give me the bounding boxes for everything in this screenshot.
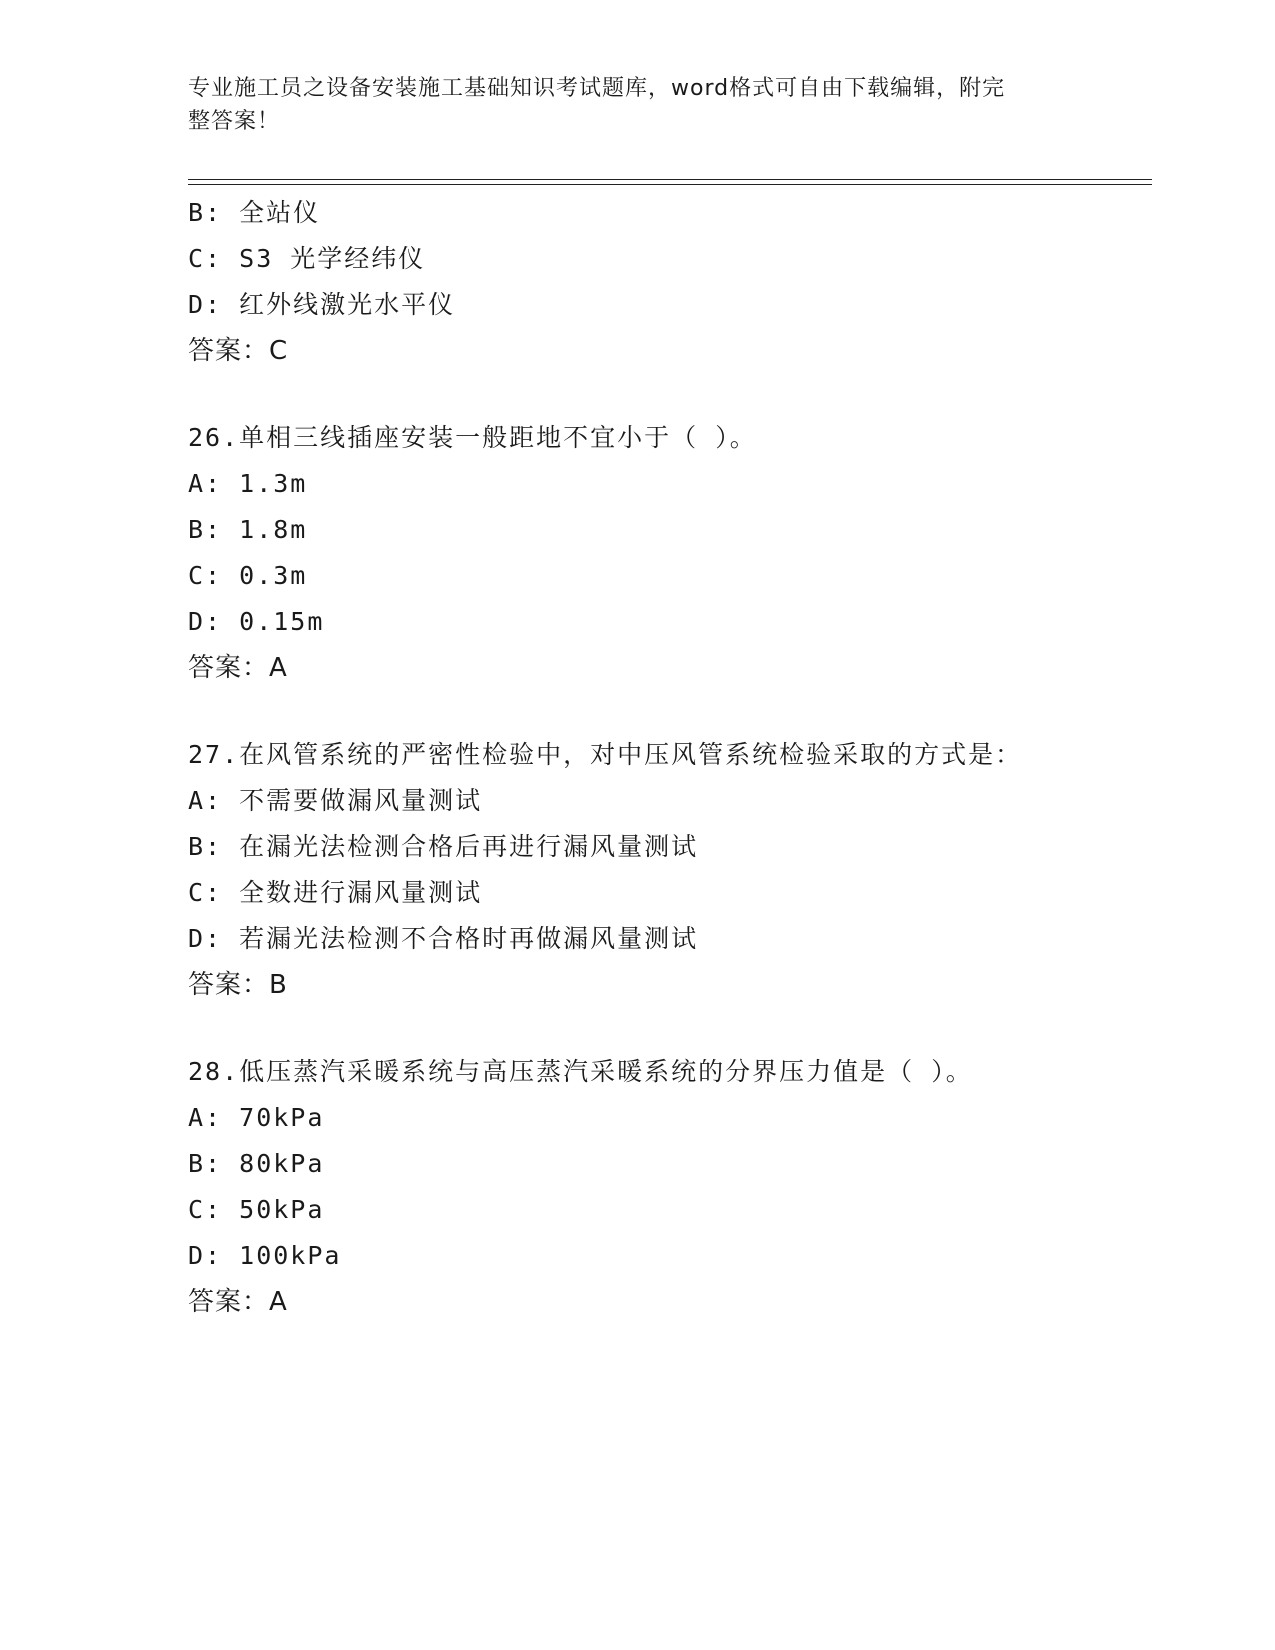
question-text: 26.单相三线插座安装一般距地不宜小于（ ）。	[188, 423, 757, 452]
header-divider-bottom	[188, 184, 1152, 185]
question-list	[188, 190, 1152, 1325]
option-d: D: 红外线激光水平仪	[188, 290, 456, 319]
option-c: C: 0.3m	[188, 561, 308, 590]
question-text: 28.低压蒸汽采暖系统与高压蒸汽采暖系统的分界压力值是（ ）。	[188, 1057, 973, 1086]
document-header	[188, 72, 1068, 138]
option-a: A: 1.3m	[188, 469, 308, 498]
option-b: B: 1.8m	[188, 515, 308, 544]
question-block-27	[188, 732, 1152, 1008]
answer-line: 答案：C	[188, 336, 289, 366]
option-b: B: 80kPa	[188, 1149, 325, 1178]
option-a: A: 70kPa	[188, 1103, 325, 1132]
option-c: C: S3 光学经纬仪	[188, 244, 426, 273]
option-c: C: 50kPa	[188, 1195, 325, 1224]
header-line-2: 整答案！	[188, 109, 281, 134]
answer-line: 答案：A	[188, 653, 288, 683]
option-d: D: 0.15m	[188, 607, 325, 636]
question-block-26	[188, 415, 1152, 691]
answer-line: 答案：B	[188, 970, 288, 1000]
header-line-1: 专业施工员之设备安装施工基础知识考试题库，word格式可自由下载编辑，附完	[188, 76, 1006, 101]
question-text: 27.在风管系统的严密性检验中，对中压风管系统检验采取的方式是：	[188, 740, 1023, 769]
option-b: B: 全站仪	[188, 198, 321, 227]
option-c: C: 全数进行漏风量测试	[188, 878, 483, 907]
option-d: D: 若漏光法检测不合格时再做漏风量测试	[188, 924, 699, 953]
option-b: B: 在漏光法检测合格后再进行漏风量测试	[188, 832, 699, 861]
question-block-prev	[188, 190, 1152, 374]
answer-line: 答案：A	[188, 1287, 288, 1317]
option-a: A: 不需要做漏风量测试	[188, 786, 483, 815]
option-d: D: 100kPa	[188, 1241, 342, 1270]
header-divider-top	[188, 179, 1152, 180]
question-block-28	[188, 1049, 1152, 1325]
